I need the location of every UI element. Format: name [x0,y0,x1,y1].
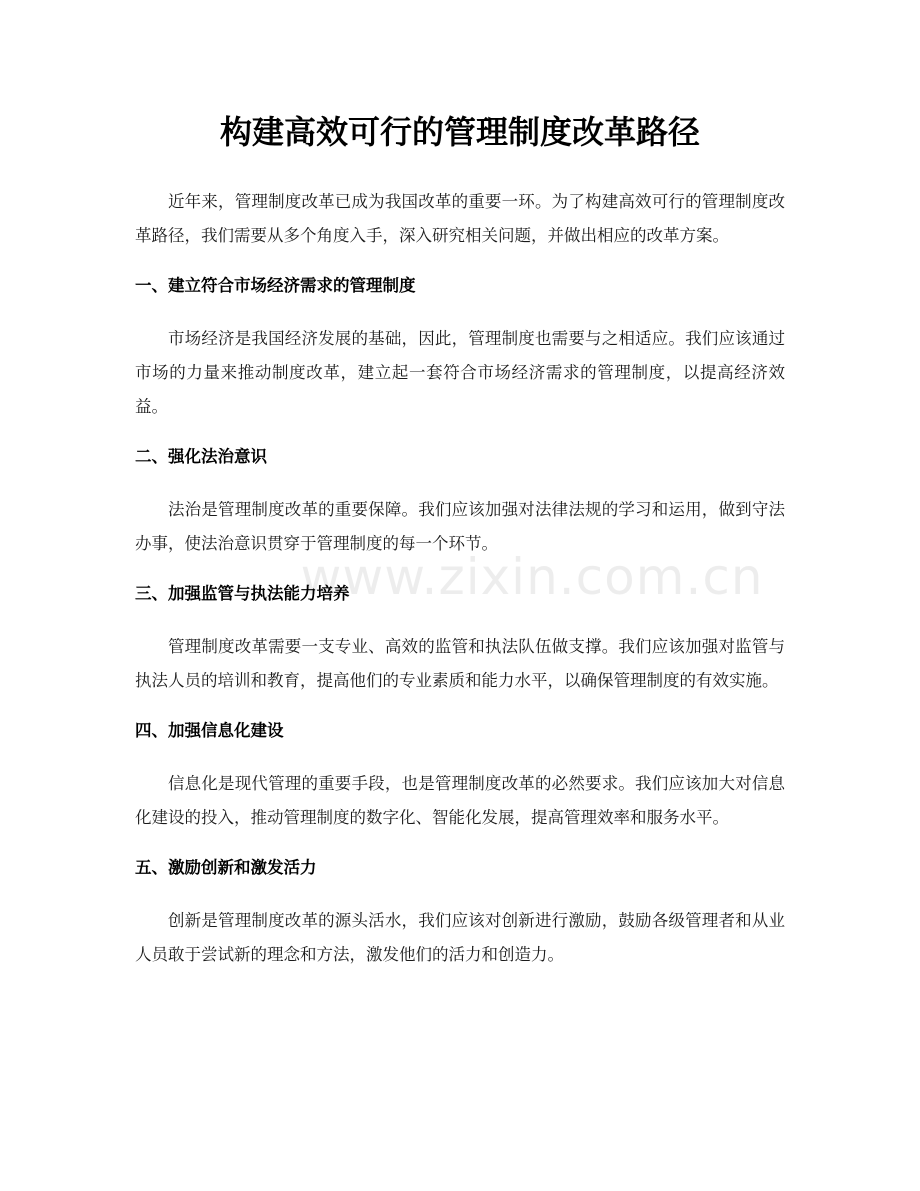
section-body-3: 管理制度改革需要一支专业、高效的监管和执法队伍做支撑。我们应该加强对监管与执法人员的培训和教育，提高他们的专业素质和能力水平，以确保管理制度的有效实施。 [135,637,785,690]
section-body-1: 市场经济是我国经济发展的基础，因此，管理制度也需要与之相适应。我们应该通过市场的力量来推动制度改革，建立起一套符合市场经济需求的管理制度，以提高经济效益。 [135,329,785,416]
section-heading-2: 二、强化法治意识 [135,447,267,466]
watermark: www.zixin.com.cn [300,548,764,606]
section-body-5: 创新是管理制度改革的源头活水，我们应该对创新进行激励，鼓励各级管理者和从业人员敢于尝试新的理念和方法，激发他们的活力和创造力。 [135,911,785,964]
section-body-2: 法治是管理制度改革的重要保障。我们应该加强对法律法规的学习和运用，做到守法办事，使法治意识贯穿于管理制度的每一个环节。 [135,500,785,553]
intro-paragraph: 近年来，管理制度改革已成为我国改革的重要一环。为了构建高效可行的管理制度改革路径，我们需要从多个角度入手，深入研究相关问题，并做出相应的改革方案。 [135,192,785,245]
section-heading-5: 五、激励创新和激发活力 [135,858,317,877]
section-body-4: 信息化是现代管理的重要手段，也是管理制度改革的必然要求。我们应该加大对信息化建设的投入，推动管理制度的数字化、智能化发展，提高管理效率和服务水平。 [135,774,785,827]
section-heading-3: 三、加强监管与执法能力培养 [135,584,350,603]
section-heading-1: 一、建立符合市场经济需求的管理制度 [135,276,416,295]
document-title: 构建高效可行的管理制度改革路径 [219,113,700,151]
section-heading-4: 四、加强信息化建设 [135,721,284,740]
